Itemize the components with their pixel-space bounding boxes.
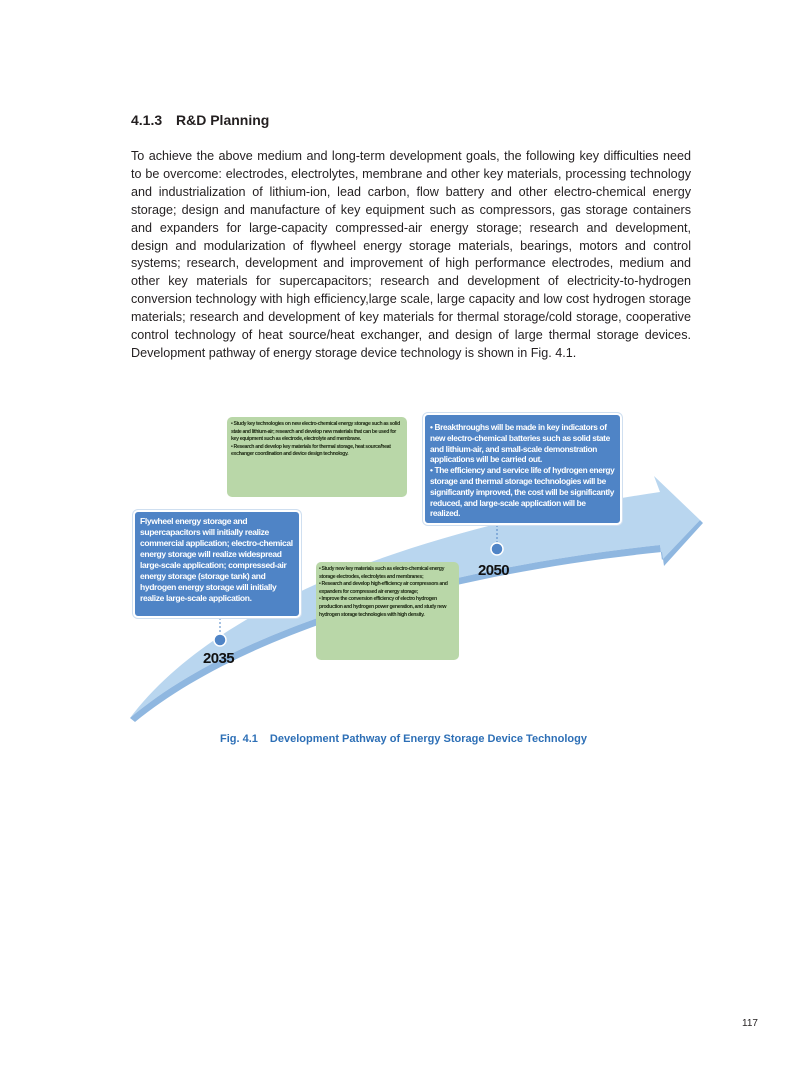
green-box-bottom-item: • Study new key materials such as electro-chemical energy storage electrodes, electrolytes and membranes; [319,566,445,580]
green-box-research-top [227,417,407,497]
blue-box-2035 [133,510,301,618]
blue-box-2050 [423,413,622,525]
green-box-bottom-item: • Research and develop high-efficiency air compressors and expanders for compressed air energy storage; [319,581,448,595]
figure-label: Fig. 4.1 [220,733,258,745]
marker-2035 [214,634,226,646]
figure-caption-text: Development Pathway of Energy Storage Device Technology [269,733,587,745]
marker-2050 [491,543,503,555]
year-label-2035: 2035 [203,650,234,667]
page-number: 117 [742,1018,758,1029]
section-number: 4.1.3 [131,112,163,128]
green-box-research-bottom [316,562,459,660]
figure-caption [220,733,587,745]
green-box-top-item: • Study key technologies on new electro-chemical energy storage such as solid state and lithium-air; research and develop new materials that can be used for key equipment such as electrode, electrolyte and membrane. [231,421,400,443]
year-label-2050: 2050 [478,562,509,579]
blue-box-2050-item: • The efficiency and service life of hydrogen energy storage and thermal storage technologies will be significantly improved, the cost will be significantly reduced, and large-scale application will be realized. [430,465,615,519]
green-box-bottom-item: • Improve the conversion efficiency of electro hydrogen production and hydrogen power generation, and study new hydrogen storage technologies with high density. [319,596,447,618]
body-paragraph: To achieve the above medium and long-term development goals, the following key difficulties need to be overcome: electrodes, electrolytes, membrane and other key materials, processing technology and industrialization of lithium-ion, lead carbon, flow battery and other electro-chemical energy storage; design and manufacture of key equipment such as compressors, gas storage containers and expanders for large-capacity compressed-air energy storage; research and development, design and modularization of flywheel energy storage materials, bearings, motors and control systems; research, development and improvement of high performance electrodes, medium and other key materials for supercapacitors; research and development of electricity-to-hydrogen conversion technology with high efficiency,large scale, large capacity and low cost hydrogen storage materials; research and development of key materials for thermal storage/cold storage, cooperative control technology of heat source/heat exchanger, and design of large thermal storage devices. Development pathway of energy storage device technology is shown in Fig. 4.1. [131,149,691,360]
green-box-top-item: • Research and develop key materials for thermal storage, heat source/heat exchanger coordination and device design technology. [231,443,391,458]
blue-box-2035-text: Flywheel energy storage and supercapacitors will initially realize commercial application; electro-chemical energy storage will realize widespread large-scale application; compressed-air energy storage (storage tank) and hydrogen energy storage will initially realize large-scale application. [140,516,293,603]
section-title: R&D Planning [176,112,270,128]
blue-box-2050-item: • Breakthroughs will be made in key indicators of new electro-chemical batteries such as solid state and lithium-air, and small-scale demonstration applications will be carried out. [430,422,610,465]
